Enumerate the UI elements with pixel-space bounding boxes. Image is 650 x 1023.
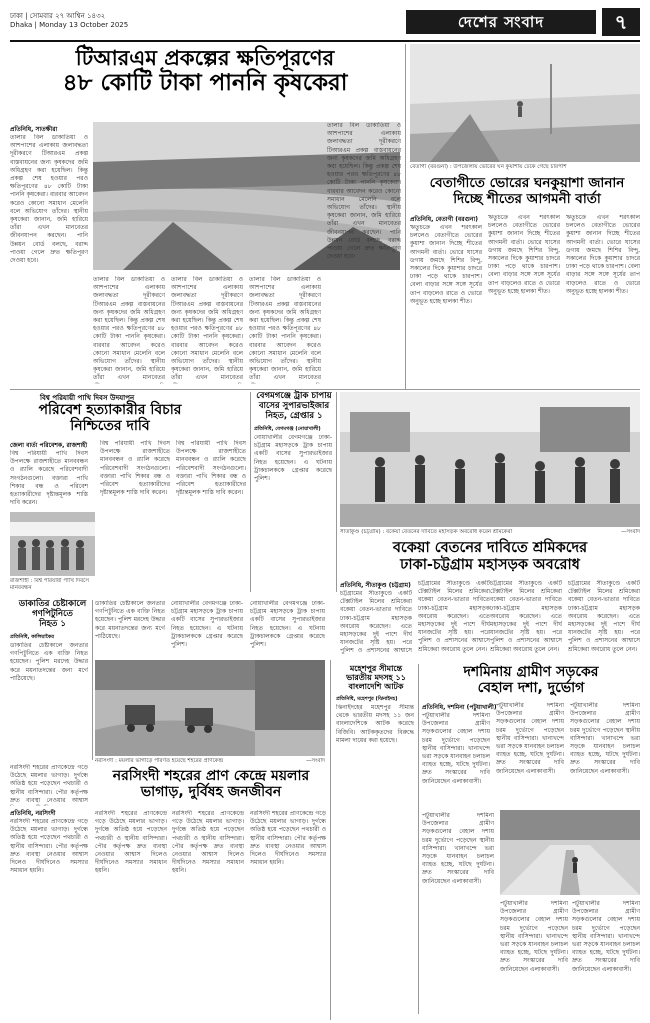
road-body-col4: পটুয়াখালীর দশমিনা উপজেলার গ্রামীণ সড়কগুলোর বেহাল দশায় চরম দুর্ভোগে পড়েছেন স্থানীয় বাসিন্দারা। খানাখন্দে ভরা সড়কে যানবাহন চলাচল ব্যাহত হচ্ছে, ঘটছে দুর্ঘটনা। দ্রুত সংস্কারের দাবি জানিয়েছেন এলাকাবাসী।: [422, 812, 494, 885]
workers-body-col1: চট্টগ্রামের সীতাকুণ্ডে একটি টেক্সটাইল মিলের শ্রমিকেরা বকেয়া বেতন-ভাতার দাবিতে ঢাকা-চট্টগ্রাম মহাসড়ক অবরোধ করেছেন। এতে মহাসড়কের দুই পাশে দীর্ঘ যানজটের সৃষ্টি হয়। পরে পুলিশ ও প্রশাসনের আশ্বাসে: [340, 590, 412, 655]
env-headline-line2: নিশ্চিতের দাবি: [70, 418, 150, 435]
narsingdi-body-col1: নরসিংদী শহরের প্রাণকেন্দ্রে গড়ে উঠেছে ময়লার ভাগাড়। দুর্গন্ধে অতিষ্ঠ হয়ে পড়েছেন পথচারী ও স্থানীয় বাসিন্দারা। পৌর কর্তৃপক্ষ দ্রুত ব্যবস্থা নেওয়ার আশ্বাস দিলেও দীর্ঘদিনেও সমস্যার সমাধান হয়নি।: [10, 818, 88, 875]
header-rule: [10, 40, 640, 42]
road-photo-image: [500, 810, 640, 895]
lead-headline: [30, 46, 380, 97]
road-body-col5: পটুয়াখালীর দশমিনা উপজেলার গ্রামীণ সড়কগুলোর বেহাল দশায় চরম দুর্ভোগে পড়েছেন স্থানীয় বাসিন্দারা। খানাখন্দে ভরা সড়কে যানবাহন চলাচল ব্যাহত হচ্ছে, ঘটছে দুর্ঘটনা। দ্রুত সংস্কারের দাবি জানিয়েছেন এলাকাবাসী।: [500, 900, 568, 973]
dakat-body-more: ডাকাতির চেষ্টাকালে জনতার গণপিটুনিতে এক ব্যক্তি নিহত হয়েছেন। পুলিশ মরদেহ উদ্ধার করে ময়নাতদন্তের জন্য মর্গে পাঠিয়েছে।: [95, 600, 165, 640]
dateline-bangla: ঢাকা | সোমবার ২৭ আশ্বিন ১৪৩২: [10, 12, 106, 20]
truck-body-more: নোয়াখালীর বেগমগঞ্জে ঢাকা-চট্টগ্রাম মহাসড়কে ট্রাক চাপায় একটি বাসের সুপারভাইজার নিহত হয়েছেন। এ ঘটনায় ট্রাকচালককে গ্রেপ্তার করেছে পুলিশ।: [171, 600, 243, 649]
dakat-headline-line1: ডাকাতির চেষ্টাকালে: [18, 599, 87, 609]
border-headline: [336, 664, 416, 692]
narsingdi-body-col3: নরসিংদী শহরের প্রাণকেন্দ্রে গড়ে উঠেছে ময়লার ভাগাড়। দুর্গন্ধে অতিষ্ঠ হয়ে পড়েছেন পথচারী ও স্থানীয় বাসিন্দারা। পৌর কর্তৃপক্ষ দ্রুত ব্যবস্থা নেওয়ার আশ্বাস দিলেও দীর্ঘদিনেও সমস্যার সমাধান হয়নি।: [172, 810, 244, 875]
border-headline-line3: বাংলাদেশি আটক: [348, 682, 404, 692]
border-body-col1: ঝিনাইদহের মহেশপুর সীমান্ত থেকে ভারতীয় মদসহ ১১ জন বাংলাদেশিকে আটক করেছে বিজিবি। আটককৃতদের বিরুদ্ধে মামলা দায়ের করা হয়েছে।: [336, 704, 414, 744]
truck-headline: [254, 392, 334, 421]
narsingdi-headline: [95, 768, 327, 800]
env-kicker: বিশ্ব পরিযায়ী পাখি দিবস উদযাপন: [40, 394, 135, 402]
workers-body-col2: চট্টগ্রামের সীতাকুণ্ডে একটি টেক্সটাইল মিলের শ্রমিকেরা বকেয়া বেতন-ভাতার দাবিতে ঢাকা-চট্টগ্রাম মহাসড়ক অবরোধ করেছেন। এতে মহাসড়কের দুই পাশে দীর্ঘ যানজটের সৃষ্টি হয়। পরে পুলিশ ও প্রশাসনের আশ্বাসে শ্রমিকেরা অবরোধ তুলে নেন।: [418, 580, 490, 653]
road-headline-line1: দশমিনায় গ্রামীণ সড়কের: [463, 664, 599, 680]
env-body-col2: বিশ্ব পরিযায়ী পাখি দিবস উপলক্ষে রাজশাহীতে মানববন্ধন ও র‍্যালি করেছে পরিবেশবাদী সংগঠনগুলো। বক্তারা পাখি শিকার বন্ধ ও পরিবেশ হত্যাকারীদের দৃষ্টান্তমূলক শাস্তি দাবি করেন।: [100, 440, 170, 497]
fog-headline: [414, 176, 640, 207]
column-divider: [250, 392, 251, 592]
page-header: [10, 8, 640, 38]
road-photo: [500, 810, 640, 895]
lead-byline: প্রতিনিধি, সাতক্ষীরা: [10, 126, 58, 133]
lead-body-col1: তালার বিল ডাকাতিয়া ও আশপাশের এলাকায় জলাবদ্ধতা দূরীকরণে টিআরএম প্রকল্প বাস্তবায়নের জন্য কৃষকদের জমি অধিগ্রহণ করা হয়েছিল। কিন্তু প্রকল্প শেষ হওয়ার পরও ক্ষতিপূরণের ৪৮ কোটি টাকা পাননি কৃষকেরা। বারবার আবেদন করেও কোনো সমাধান মেলেনি বলে অভিযোগ তাঁদের। স্থানীয় কৃষকেরা জানান, জমি হারিয়ে তাঁরা এখন মানবেতর জীবনযাপন করছেন। পানি উন্নয়ন বোর্ড বলছে, বরাদ্দ পাওয়া গেলে দ্রুত ক্ষতিপূরণ দেওয়া হবে।: [10, 134, 88, 265]
fog-headline-line2: দিচ্ছে শীতের আগমনী বার্তা: [453, 190, 601, 207]
dakat-byline: প্রতিনিধি, কালিয়াকৈর: [10, 634, 55, 640]
road-byline: প্রতিনিধি, দশমিনা (পটুয়াখালী): [422, 704, 497, 711]
road-body-col3: পটুয়াখালীর দশমিনা উপজেলার গ্রামীণ সড়কগুলোর বেহাল দশায় চরম দুর্ভোগে পড়েছেন স্থানীয় বাসিন্দারা। খানাখন্দে ভরা সড়কে যানবাহন চলাচল ব্যাহত হচ্ছে, ঘটছে দুর্ঘটনা। দ্রুত সংস্কারের দাবি জানিয়েছেন এলাকাবাসী।: [570, 702, 640, 775]
workers-byline: প্রতিনিধি, সীতাকুণ্ড (চট্টগ্রাম): [340, 582, 411, 589]
fog-body-col1: ঋতুচক্রে এখন শরৎকাল চললেও বেতাগীতে ভোরের কুয়াশা জানান দিচ্ছে শীতের আগমনী বার্তা। ভোরে ঘাসের ডগায় জমছে শিশির বিন্দু, সকালের দিকে কুয়াশার চাদরে ঢাকা পড়ে থাকে চারপাশ। বেলা বাড়ার সঙ্গে সঙ্গে সূর্যের তাপ বাড়লেও রাতে ও ভোরে অনুভূত হচ্ছে হালকা শীত।: [410, 224, 482, 305]
column-divider: [330, 660, 331, 1020]
lead-body-col3: তালার বিল ডাকাতিয়া ও আশপাশের এলাকায় জলাবদ্ধতা দূরীকরণে টিআরএম প্রকল্প বাস্তবায়নের জন্য কৃষকদের জমি অধিগ্রহণ করা হয়েছিল। কিন্তু প্রকল্প শেষ হওয়ার পরও ক্ষতিপূরণের ৪৮ কোটি টাকা পাননি কৃষকেরা। বারবার আবেদন করেও কোনো সমাধান মেলেনি বলে অভিযোগ তাঁদের। স্থানীয় কৃষকেরা জানান, জমি হারিয়ে তাঁরা এখন মানবেতর: [171, 276, 243, 382]
border-byline: প্রতিনিধি, মহেশপুর (ঝিনাইদহ): [336, 696, 398, 702]
road-headline-line2: বেহাল দশা, দুর্ভোগ: [477, 680, 585, 697]
fog-body-col2: ঋতুচক্রে এখন শরৎকাল চললেও বেতাগীতে ভোরের কুয়াশা জানান দিচ্ছে শীতের আগমনী বার্তা। ভোরে ঘাসের ডগায় জমছে শিশির বিন্দু, সকালের দিকে কুয়াশার চাদরে ঢাকা পড়ে থাকে চারপাশ। বেলা বাড়ার সঙ্গে সঙ্গে সূর্যের তাপ বাড়লেও রাতে ও ভোরে অনুভূত হচ্ছে হালকা শীত।: [488, 214, 560, 295]
dateline: [10, 12, 128, 30]
narsingdi-headline-line1: নরসিংদী শহরের প্রাণ কেন্দ্রে ময়লার: [112, 768, 310, 784]
page-number: ৭: [602, 8, 640, 36]
lead-body-col2: তালার বিল ডাকাতিয়া ও আশপাশের এলাকায় জলাবদ্ধতা দূরীকরণে টিআরএম প্রকল্প বাস্তবায়নের জন্য কৃষকদের জমি অধিগ্রহণ করা হয়েছিল। কিন্তু প্রকল্প শেষ হওয়ার পরও ক্ষতিপূরণের ৪৮ কোটি টাকা পাননি কৃষকেরা। বারবার আবেদন করেও কোনো সমাধান মেলেনি বলে অভিযোগ তাঁদের। স্থানীয় কৃষকেরা জানান, জমি হারিয়ে তাঁরা এখন মানবেতর: [93, 276, 165, 382]
truck-body-more2: নোয়াখালীর বেগমগঞ্জে ঢাকা-চট্টগ্রাম মহাসড়কে ট্রাক চাপায় একটি বাসের সুপারভাইজার নিহত হয়েছেন। এ ঘটনায় ট্রাকচালককে গ্রেপ্তার করেছে পুলিশ।: [250, 600, 325, 649]
dakat-headline-line3: নিহত ১: [39, 618, 66, 629]
env-body-col1: বিশ্ব পরিযায়ী পাখি দিবস উপলক্ষে রাজশাহীতে মানববন্ধন ও র‍্যালি করেছে পরিবেশবাদী সংগঠনগুলো। বক্তারা পাখি শিকার বন্ধ ও পরিবেশ হত্যাকারীদের দৃষ্টান্তমূলক শাস্তি দাবি করেন।: [10, 450, 88, 507]
fog-body-col3: ঋতুচক্রে এখন শরৎকাল চললেও বেতাগীতে ভোরের কুয়াশা জানান দিচ্ছে শীতের আগমনী বার্তা। ভোরে ঘাসের ডগায় জমছে শিশির বিন্দু, সকালের দিকে কুয়াশার চাদরে ঢাকা পড়ে থাকে চারপাশ। বেলা বাড়ার সঙ্গে সঙ্গে সূর্যের তাপ বাড়লেও রাতে ও ভোরে অনুভূত হচ্ছে হালকা শীত।: [566, 214, 640, 295]
env-headline-line1: পরিবেশ হত্যাকারীর বিচার: [38, 402, 182, 418]
narsingdi-body-col2: নরসিংদী শহরের প্রাণকেন্দ্রে গড়ে উঠেছে ময়লার ভাগাড়। দুর্গন্ধে অতিষ্ঠ হয়ে পড়েছেন পথচারী ও স্থানীয় বাসিন্দারা। পৌর কর্তৃপক্ষ দ্রুত ব্যবস্থা নেওয়ার আশ্বাস দিলেও দীর্ঘদিনেও সমস্যার সমাধান হয়নি।: [95, 810, 167, 875]
lead-body-col5: তালার বিল ডাকাতিয়া ও আশপাশের এলাকায় জলাবদ্ধতা দূরীকরণে টিআরএম প্রকল্প বাস্তবায়নের জন্য কৃষকদের জমি অধিগ্রহণ করা হয়েছিল। কিন্তু প্রকল্প শেষ হওয়ার পরও ক্ষতিপূরণের ৪৮ কোটি টাকা পাননি কৃষকেরা। বারবার আবেদন করেও কোনো সমাধান মেলেনি বলে অভিযোগ তাঁদের। স্থানীয় কৃষকেরা জানান, জমি হারিয়ে তাঁরা এখন মানবেতর জীবনযাপন করছেন। পানি উন্নয়ন বোর্ড বলছে, বরাদ্দ পাওয়া গেলে দ্রুত ক্ষতিপূরণ দেওয়া হবে।: [327, 122, 401, 261]
border-headline-line2: ভারতীয় মদসহ ১১: [346, 673, 406, 683]
workers-body-col4: চট্টগ্রামের সীতাকুণ্ডে একটি টেক্সটাইল মিলের শ্রমিকেরা বকেয়া বেতন-ভাতার দাবিতে ঢাকা-চট্টগ্রাম মহাসড়ক অবরোধ করেছেন। এতে মহাসড়কের দুই পাশে দীর্ঘ যানজটের সৃষ্টি হয়। পরে পুলিশ ও প্রশাসনের আশ্বাসে শ্রমিকেরা অবরোধ তুলে নেন।: [568, 580, 640, 653]
narsingdi-photo-image: [95, 660, 325, 756]
narsingdi-photo: [95, 660, 325, 756]
fog-photo-image: [410, 44, 640, 162]
section-divider: [10, 389, 640, 390]
workers-headline-line1: বকেয়া বেতনের দাবিতে শ্রমিকদের: [392, 540, 588, 556]
workers-photo: [340, 392, 640, 527]
narsingdi-body-col0: নরসিংদী শহরের প্রাণকেন্দ্রে গড়ে উঠেছে ময়লার ভাগাড়। দুর্গন্ধে অতিষ্ঠ হয়ে পড়েছেন পথচারী ও স্থানীয় বাসিন্দারা। পৌর কর্তৃপক্ষ দ্রুত ব্যবস্থা নেওয়ার আশ্বাস: [10, 764, 88, 804]
fog-byline: প্রতিনিধি, বেতাগী (বরগুনা): [410, 216, 478, 223]
lead-body-col4: তালার বিল ডাকাতিয়া ও আশপাশের এলাকায় জলাবদ্ধতা দূরীকরণে টিআরএম প্রকল্প বাস্তবায়নের জন্য কৃষকদের জমি অধিগ্রহণ করা হয়েছিল। কিন্তু প্রকল্প শেষ হওয়ার পরও ক্ষতিপূরণের ৪৮ কোটি টাকা পাননি কৃষকেরা। বারবার আবেদন করেও কোনো সমাধান মেলেনি বলে অভিযোগ তাঁদের। স্থানীয় কৃষকেরা জানান, জমি হারিয়ে তাঁরা এখন মানবেতর: [249, 276, 321, 382]
narsingdi-headline-line2: ভাগাড়, দুর্বিষহ জনজীবন: [140, 784, 282, 801]
narsingdi-photo-credit: —সংবাদ: [305, 758, 325, 764]
env-photo: [10, 512, 95, 576]
narsingdi-photo-caption: নরসিংদী : ময়লার ভাগাড়ে পরিণত হয়েছে শহরের প্রাণকেন্দ্র: [95, 758, 224, 764]
lead-headline-line1: টিআরএম প্রকল্পের ক্ষতিপূরণের: [75, 46, 335, 70]
workers-headline: [340, 540, 640, 573]
fog-headline-line1: বেতাগীতে ভোরের ঘনকুয়াশা জানান: [429, 175, 625, 191]
fog-photo-caption: বেতাগী (বরগুনা) : উপজেলায় ভোরের ঘন কুয়াশায় ঢেকে গেছে চারপাশ: [410, 164, 567, 170]
workers-photo-image: [340, 392, 640, 527]
dakat-body: ডাকাতির চেষ্টাকালে জনতার গণপিটুনিতে এক ব্যক্তি নিহত হয়েছেন। পুলিশ মরদেহ উদ্ধার করে ময়নাতদন্তের জন্য মর্গে পাঠিয়েছে।: [10, 642, 88, 682]
column-divider: [418, 664, 419, 1014]
narsingdi-byline: প্রতিনিধি, নরসিংদী: [10, 810, 56, 817]
truck-body-col1: নোয়াখালীর বেগমগঞ্জে ঢাকা-চট্টগ্রাম মহাসড়কে ট্রাক চাপায় একটি বাসের সুপারভাইজার নিহত হয়েছেন। এ ঘটনায় ট্রাকচালককে গ্রেপ্তার করেছে পুলিশ।: [254, 434, 332, 483]
workers-headline-line2: ঢাকা-চট্টগ্রাম মহাসড়ক অবরোধ: [400, 556, 580, 573]
narsingdi-body-col4: নরসিংদী শহরের প্রাণকেন্দ্রে গড়ে উঠেছে ময়লার ভাগাড়। দুর্গন্ধে অতিষ্ঠ হয়ে পড়েছেন পথচারী ও স্থানীয় বাসিন্দারা। পৌর কর্তৃপক্ষ দ্রুত ব্যবস্থা নেওয়ার আশ্বাস দিলেও দীর্ঘদিনেও সমস্যার সমাধান হয়নি।: [250, 810, 326, 867]
column-divider: [336, 392, 337, 592]
fog-photo: [410, 44, 640, 162]
road-body-col2: পটুয়াখালীর দশমিনা উপজেলার গ্রামীণ সড়কগুলোর বেহাল দশায় চরম দুর্ভোগে পড়েছেন স্থানীয় বাসিন্দারা। খানাখন্দে ভরা সড়কে যানবাহন চলাচল ব্যাহত হচ্ছে, ঘটছে দুর্ঘটনা। দ্রুত সংস্কারের দাবি জানিয়েছেন এলাকাবাসী।: [496, 702, 564, 775]
env-photo-caption: রাজশাহী : বিশ্ব পরিযায়ী পাখি দিবসে মানববন্ধন: [10, 578, 90, 591]
border-headline-line1: মহেশপুর সীমান্তে: [349, 664, 403, 673]
truck-headline-line1: বেগমগঞ্জে ট্রাক চাপায়: [256, 391, 332, 401]
env-headline: [10, 402, 210, 434]
dateline-english: Dhaka | Monday 13 October 2025: [10, 21, 129, 29]
lead-headline-line2: ৪৮ কোটি টাকা পাননি কৃষকেরা: [62, 70, 348, 97]
workers-body-col3: চট্টগ্রামের সীতাকুণ্ডে একটি টেক্সটাইল মিলের শ্রমিকেরা বকেয়া বেতন-ভাতার দাবিতে ঢাকা-চট্টগ্রাম মহাসড়ক অবরোধ করেছেন। এতে মহাসড়কের দুই পাশে দীর্ঘ যানজটের সৃষ্টি হয়। পরে পুলিশ ও প্রশাসনের আশ্বাসে শ্রমিকেরা অবরোধ তুলে নেন।: [490, 580, 562, 653]
workers-photo-caption: সীতাকুণ্ড (চট্টগ্রাম) : বকেয়া বেতনের দাবিতে মহাসড়ক অবরোধ করেন শ্রমিকেরা: [340, 529, 513, 535]
truck-headline-line3: নিহত, গ্রেপ্তার ১: [265, 410, 323, 421]
env-byline: জেলা বার্তা পরিবেশক, রাজশাহী: [10, 442, 88, 449]
env-body-col3: বিশ্ব পরিযায়ী পাখি দিবস উপলক্ষে রাজশাহীতে মানববন্ধন ও র‍্যালি করেছে পরিবেশবাদী সংগঠনগুলো। বক্তারা পাখি শিকার বন্ধ ও পরিবেশ হত্যাকারীদের দৃষ্টান্তমূলক শাস্তি দাবি করেন।: [176, 440, 246, 497]
road-headline: [422, 664, 640, 696]
road-body-col1: পটুয়াখালীর দশমিনা উপজেলার গ্রামীণ সড়কগুলোর বেহাল দশায় চরম দুর্ভোগে পড়েছেন স্থানীয় বাসিন্দারা। খানাখন্দে ভরা সড়কে যানবাহন চলাচল ব্যাহত হচ্ছে, ঘটছে দুর্ঘটনা। দ্রুত সংস্কারের দাবি জানিয়েছেন এলাকাবাসী।: [422, 712, 490, 785]
dakat-headline: [10, 600, 95, 629]
workers-photo-credit: —সংবাদ: [620, 529, 640, 535]
truck-headline-line2: বাসের সুপারভাইজার: [258, 400, 330, 411]
road-body-col6: পটুয়াখালীর দশমিনা উপজেলার গ্রামীণ সড়কগুলোর বেহাল দশায় চরম দুর্ভোগে পড়েছেন স্থানীয় বাসিন্দারা। খানাখন্দে ভরা সড়কে যানবাহন চলাচল ব্যাহত হচ্ছে, ঘটছে দুর্ঘটনা। দ্রুত সংস্কারের দাবি জানিয়েছেন এলাকাবাসী।: [572, 900, 640, 973]
dakat-headline-line2: গণপিটুনিতে: [32, 608, 73, 619]
column-divider: [405, 44, 406, 389]
env-photo-image: [10, 512, 95, 576]
section-masthead: দেশের সংবাদ: [406, 10, 596, 34]
truck-byline: প্রতিনিধি, বেগমগঞ্জ (নোয়াখালী): [254, 426, 321, 432]
column-divider: [92, 600, 93, 760]
